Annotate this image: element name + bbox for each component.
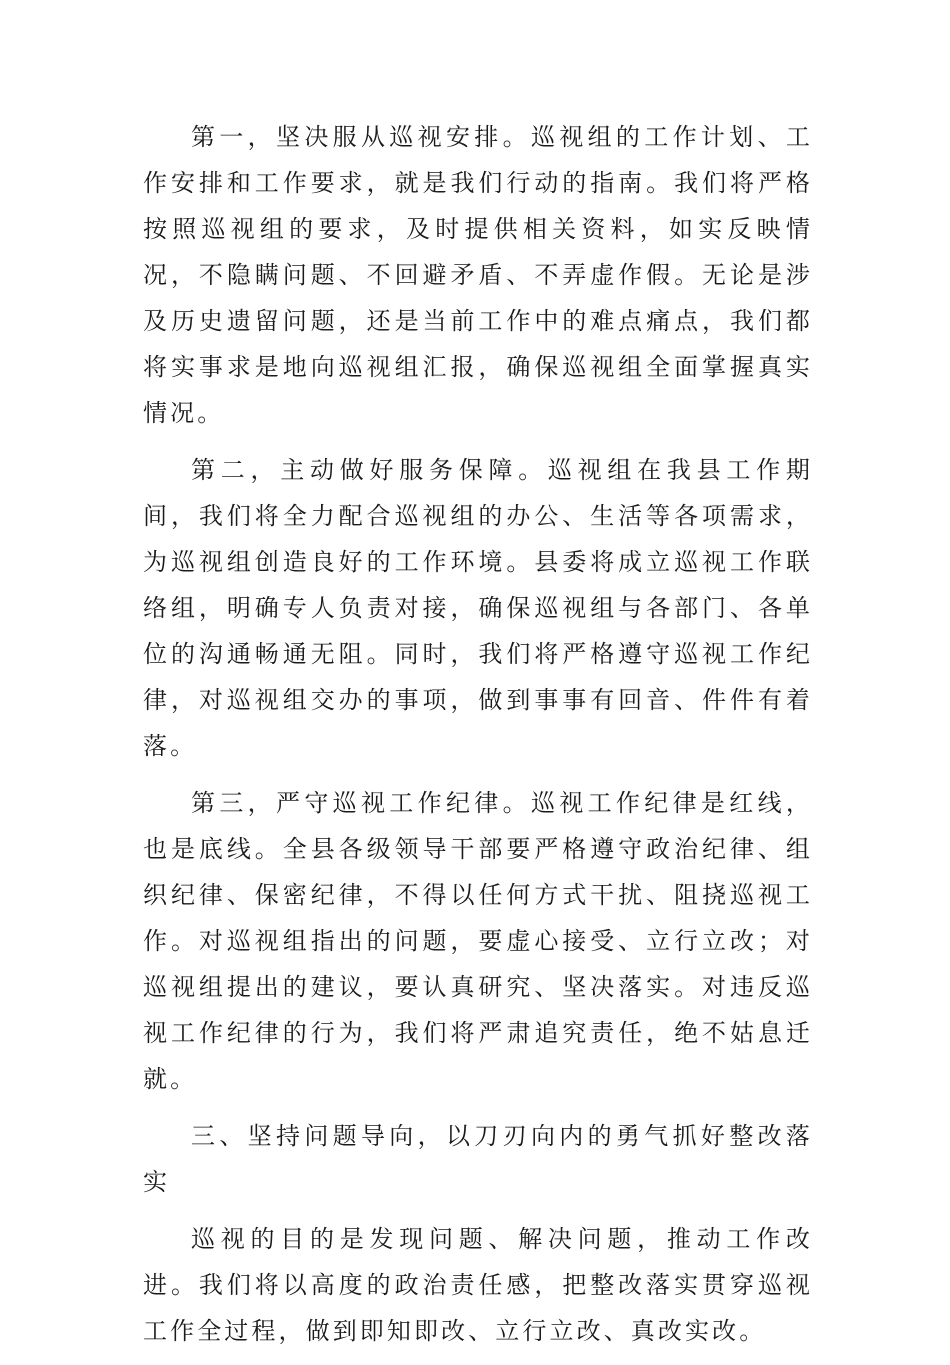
paragraph-third: 第三，严守巡视工作纪律。巡视工作纪律是红线，也是底线。全县各级领导干部要严格遵守政治纪律、组织纪律、保密纪律，不得以任何方式干扰、阻挠巡视工作。对巡视组指出的问题，要虚心接受、立行立改；对巡视组提出的建议，要认真研究、坚决落实。对违反巡视工作纪律的行为，我们将严肃追究责任，绝不姑息迁就。 xyxy=(143,789,813,1093)
section-heading: 三、坚持问题导向，以刀刃向内的勇气抓好整改落实 xyxy=(143,1122,813,1196)
paragraph-closing: 巡视的目的是发现问题、解决问题，推动工作改进。我们将以高度的政治责任感，把整改落实贯穿巡视工作全过程，做到即知即改、立行立改、真改实改。 xyxy=(143,1225,813,1345)
paragraph-second: 第二，主动做好服务保障。巡视组在我县工作期间，我们将全力配合巡视组的办公、生活等各项需求，为巡视组创造良好的工作环境。县委将成立巡视工作联络组，明确专人负责对接，确保巡视组与各部门、各单位的沟通畅通无阻。同时，我们将严格遵守巡视工作纪律，对巡视组交办的事项，做到事事有回音、件件有着落。 xyxy=(143,456,813,760)
paragraph-first: 第一，坚决服从巡视安排。巡视组的工作计划、工作安排和工作要求，就是我们行动的指南。我们将严格按照巡视组的要求，及时提供相关资料，如实反映情况，不隐瞒问题、不回避矛盾、不弄虚作假。无论是涉及历史遗留问题，还是当前工作中的难点痛点，我们都将实事求是地向巡视组汇报，确保巡视组全面掌握真实情况。 xyxy=(143,123,813,427)
document-body xyxy=(143,114,813,1365)
